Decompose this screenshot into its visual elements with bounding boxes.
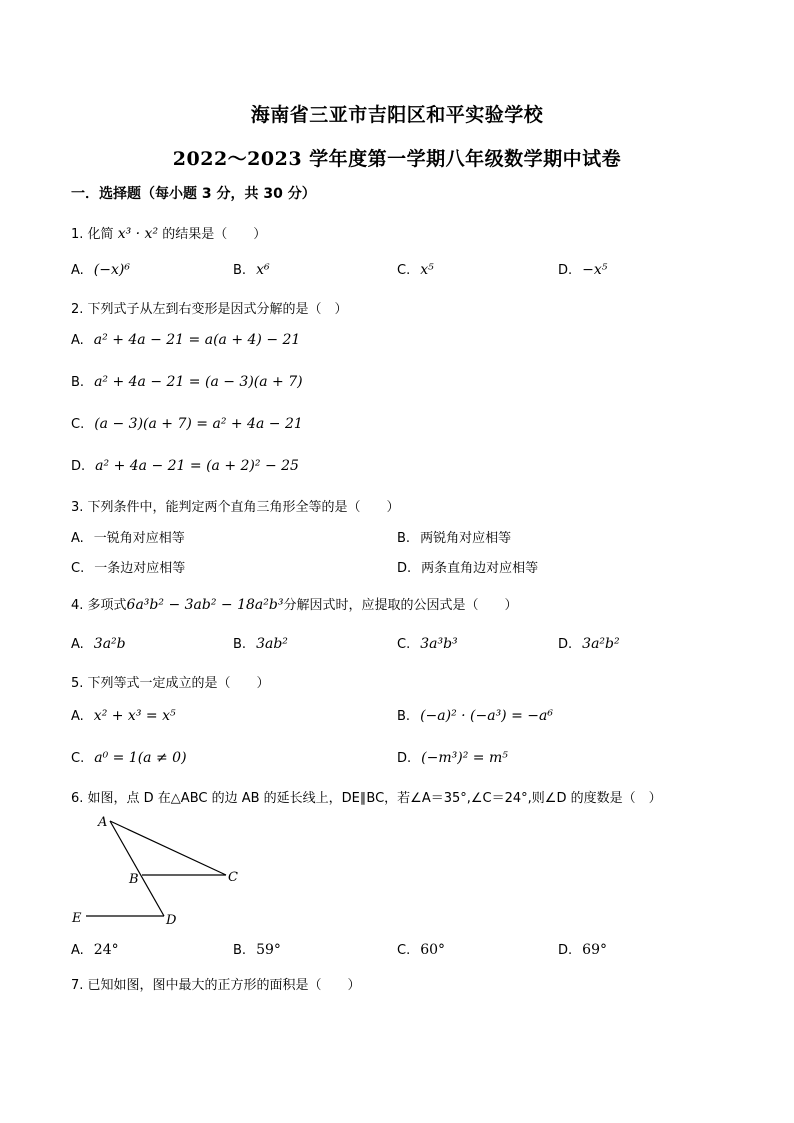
question-4-option-c: C. 3a³b³ xyxy=(397,636,458,652)
question-6-option-a: A. 24° xyxy=(71,942,119,958)
segment-ac xyxy=(110,821,226,875)
question-3-option-b: B. 两锐角对应相等 xyxy=(397,531,512,546)
question-4-option-b: B. 3ab² xyxy=(233,636,288,652)
question-2-option-d: D. a² + 4a − 21 = (a + 2)² − 25 xyxy=(71,458,299,474)
question-1-stem: 1. 化简 x³ · x² 的结果是（ ） xyxy=(71,226,267,242)
question-2-stem: 2. 下列式子从左到右变形是因式分解的是（ ） xyxy=(71,302,348,317)
question-3-option-d: D. 两条直角边对应相等 xyxy=(397,561,539,576)
question-6-figure xyxy=(66,810,256,935)
question-1-expression: x³ · x² xyxy=(117,226,159,242)
point-label-e: E xyxy=(72,911,82,926)
question-3-option-c: C. 一条边对应相等 xyxy=(71,561,186,576)
question-2-option-a: A. a² + 4a − 21 = a(a + 4) − 21 xyxy=(71,332,301,348)
question-4-option-a: A. 3a²b xyxy=(71,636,126,652)
question-5-stem: 5. 下列等式一定成立的是（ ） xyxy=(71,676,270,691)
question-3-option-a: A. 一锐角对应相等 xyxy=(71,531,185,546)
point-label-d: D xyxy=(166,913,177,928)
question-6-option-c: C. 60° xyxy=(397,942,446,958)
question-2-option-c: C. (a − 3)(a + 7) = a² + 4a − 21 xyxy=(71,416,303,432)
point-label-c: C xyxy=(228,870,238,885)
question-5-option-d: D. (−m³)² = m⁵ xyxy=(397,750,508,766)
school-title: 海南省三亚市吉阳区和平实验学校 xyxy=(250,104,544,126)
question-7-stem: 7. 已知如图，图中最大的正方形的面积是（ ） xyxy=(71,978,361,993)
question-1-option-c: C. x⁵ xyxy=(397,262,434,278)
question-1-option-b: B. x⁶ xyxy=(233,262,270,278)
section-heading: 一．选择题（每小题 3 分，共 30 分） xyxy=(71,186,316,202)
segment-ad xyxy=(110,821,164,916)
question-4-option-d: D. 3a²b² xyxy=(558,636,620,652)
question-5-option-b: B. (−a)² · (−a³) = −a⁶ xyxy=(397,708,553,724)
question-6-stem: 6. 如图，点 D 在△ABC 的边 AB 的延长线上，DE∥BC，若∠A＝35°,∠C＝24°,则∠D 的度数是（ ） xyxy=(71,791,662,806)
point-label-b: B xyxy=(129,872,139,887)
question-6-option-d: D. 69° xyxy=(558,942,607,958)
question-5-option-a: A. x² + x³ = x⁵ xyxy=(71,708,176,724)
question-6-option-b: B. 59° xyxy=(233,942,281,958)
question-5-option-c: C. a⁰ = 1(a ≠ 0) xyxy=(71,750,187,766)
question-4-expression: 6a³b² − 3ab² − 18a²b³ xyxy=(126,597,284,613)
point-label-a: A xyxy=(98,815,108,830)
question-1-option-d: D. −x⁵ xyxy=(558,262,608,278)
question-2-option-b: B. a² + 4a − 21 = (a − 3)(a + 7) xyxy=(71,374,303,390)
question-4-stem: 4. 多项式6a³b² − 3ab² − 18a²b³分解因式时，应提取的公因式是（ ） xyxy=(71,597,518,613)
exam-title: 2022～2023 学年度第一学期八年级数学期中试卷 xyxy=(172,148,622,170)
question-3-stem: 3. 下列条件中，能判定两个直角三角形全等的是（ ） xyxy=(71,500,400,515)
question-1-option-a: A. (−x)⁶ xyxy=(71,262,130,278)
